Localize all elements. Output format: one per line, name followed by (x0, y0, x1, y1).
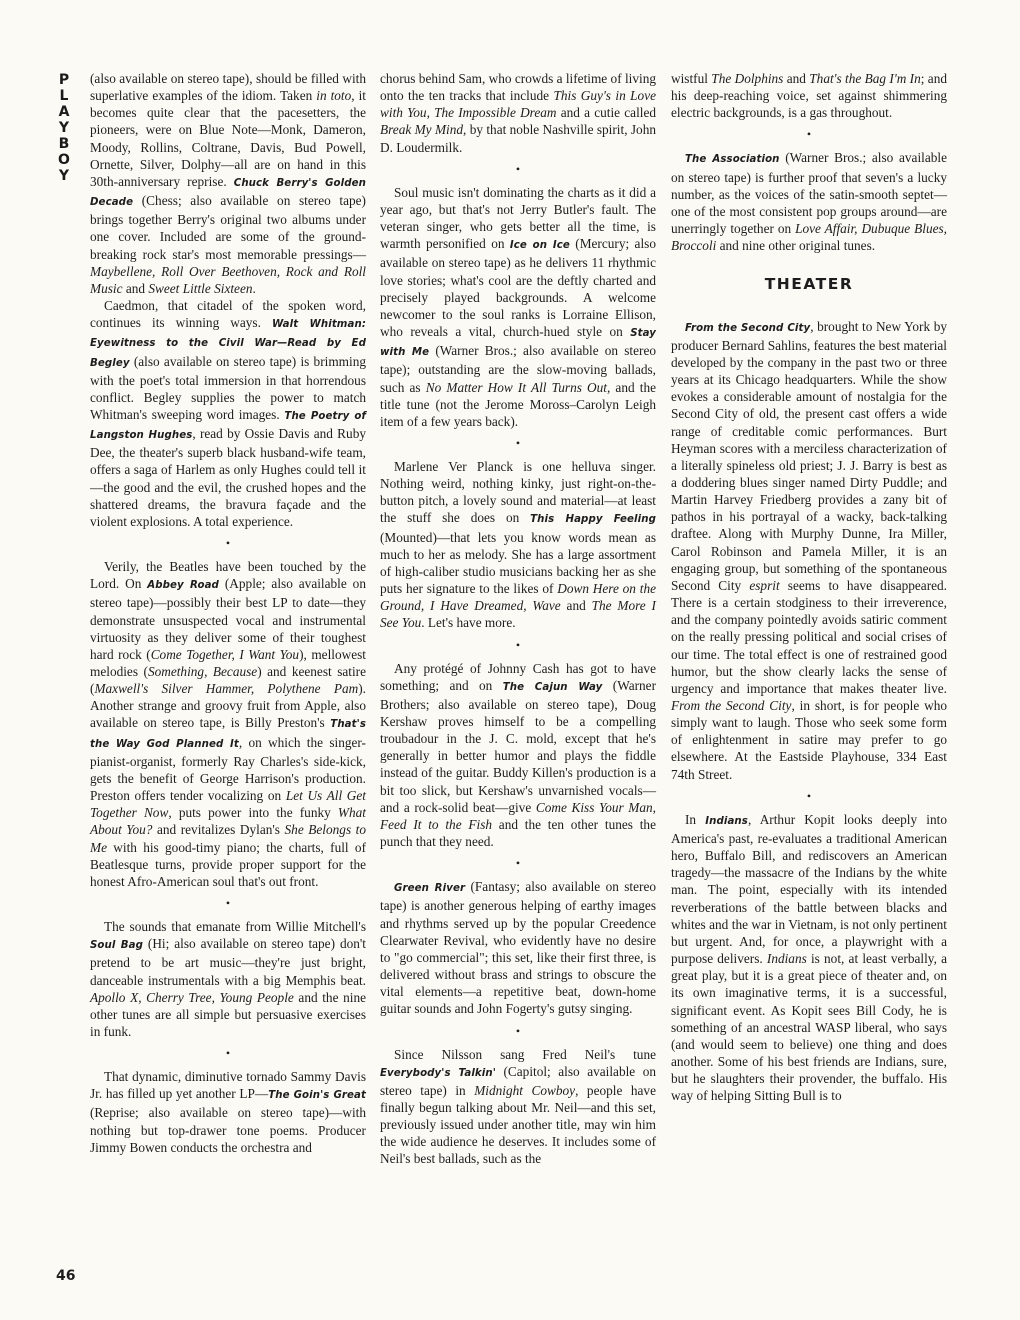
text-run: Caedmon, that citadel of the spoken word, continues its winning ways. (90, 298, 366, 331)
text-run: (Mercury; also available on stereo tape) as he delivers 11 rhythmic love stories; what's cool are the deftly charted and precisely played backgrounds. A welcome newcomer to the soul ranks is Lorraine Ellison, who reveals a vital, church-hued style on (380, 236, 656, 340)
show-title-italic: Indians (766, 951, 807, 967)
text-run: , Arthur Kopit looks deeply into America's past, re-evaluates a traditional American hero, Buffalo Bill, and rediscovers an American tragedy—the massacre of the Indians by the white man. The point, especially with its intended reverberations of the battle between blacks and whites and the war in Vietnam, is not only pertinent but urgent. And, for once, a playwright with a purpose delivers. (671, 811, 947, 967)
text-run: and (122, 280, 149, 296)
album-title: That's the Way God Planned It (90, 719, 366, 750)
text-run: That dynamic, diminutive tornado Sammy Davis Jr. has filled up yet another LP— (90, 1069, 366, 1102)
running-title-letter: B (58, 136, 70, 152)
column-1 (90, 70, 366, 1156)
text-run: Since Nilsson sang Fred Neil's tune (394, 1046, 656, 1062)
text-run: , puts power into the funky (168, 805, 338, 821)
paragraph (90, 918, 366, 1040)
italic-text: in toto (316, 88, 352, 104)
text-run: . Let's have more. (421, 615, 516, 631)
text-run: (Warner Bros.; also available on stereo tape); outstanding are the slow-moving ballads, such as (380, 343, 656, 395)
section-heading: THEATER (764, 275, 854, 294)
text-run: (Reprise; also available on stereo tape)—with nothing but top-drawer tone poems. Producer Jimmy Bowen conducts the orchestra and (90, 1105, 366, 1155)
text-run: , people have finally begun talking about Mr. Neil—and this set, previously issued under another title, may win him the wide audience he deserves. It includes some of Neil's best ballads, such as the (380, 1082, 656, 1167)
paragraph (671, 149, 947, 254)
paragraph (90, 558, 366, 890)
album-title: The Poetry of Langston Hughes (90, 410, 366, 442)
song-titles: Apollo X, Cherry Tree, Young People (90, 989, 294, 1005)
section-bullet: • (515, 435, 521, 450)
paragraph (380, 70, 656, 156)
text-run: (Warner Bros.; also available on stereo tape) is further proof that seven's a lucky number, as the voices of the satin-smooth septet—one of the most consistent pop groups around—are unerringly together on (671, 150, 947, 237)
paragraph (380, 458, 656, 632)
running-title-letter: L (59, 88, 69, 104)
song-titles: Something, Because (147, 664, 258, 679)
song-titles: No Matter How It All Turns Out (425, 379, 607, 395)
section-bullet: • (806, 127, 812, 142)
album-title: Ice on Ice (509, 240, 570, 252)
page-number: 46 (56, 1268, 76, 1284)
paragraph (380, 184, 656, 430)
song-titles: She Belongs to Me (90, 822, 367, 855)
song-titles: The Dolphins (711, 71, 784, 86)
text-run: and the ten other tunes the punch that they need. (380, 816, 656, 850)
section-bullet: • (225, 536, 231, 551)
section-bullet: • (806, 788, 812, 803)
text-run: and nine other original tunes. (716, 238, 876, 254)
paragraph (671, 811, 947, 1105)
running-title-letter: Y (58, 120, 70, 136)
section-bullet: • (515, 856, 521, 871)
song-titles: The More I See You (380, 598, 656, 631)
text-run: (Fantasy; also available on stereo tape) is another generous helping of earthy images and rhythms served up by the popular Creedence Clearwater Revival, who evidently have no desire to "go commercial"; this set, like their first three, is delivered without brass and strings to obscure the vital elements—a repetitive beat, down-home guitar sounds and John Fogerty's gutsy singing. (380, 879, 657, 1017)
song-titles: Maxwell's Silver Hammer, Polythene Pam (94, 681, 359, 697)
text-run: (Capitol; also available on stereo tape) in (380, 1063, 656, 1098)
text-run: and revitalizes Dylan's (152, 822, 285, 838)
text-run: . (252, 280, 256, 296)
album-title: Stay with Me (380, 328, 656, 359)
text-run: (Mounted)—that lets you know words mean as much to her as melody. She has a large assortment of high-caliber studio musicians backing her as she puts her signature to the likes of (380, 529, 656, 597)
text-run: wistful (671, 71, 712, 86)
paragraph (90, 70, 366, 297)
show-title: From the Second City (685, 322, 811, 334)
text-run: and the nine other tunes are all simple but persuasive exercises in funk. (90, 989, 366, 1039)
text-run: , on which the singer-pianist-organist, formerly Ray Charles's side-kick, gets the benefit of George Harrison's production. Preston offers tender vocalizing on (90, 734, 366, 804)
text-run: with his good-timy piano; the charts, full of Beatlesque turns, provide proper support for the honest Afro-American soul that's out front. (90, 839, 366, 889)
paragraph (90, 1068, 366, 1156)
album-title: The Association (685, 154, 780, 166)
text-run: and a cutie called (556, 105, 657, 121)
song-titles: Down Here on the Ground, I Have Dreamed, Wave (380, 581, 656, 614)
text-run: ). Another strange and groovy fruit from Apple, also available on stereo tape, is Billy Preston's (90, 681, 366, 731)
text-run: (also available on stereo tape), should be filled with superlative examples of the idiom. Taken (90, 71, 366, 104)
album-title: Abbey Road (147, 580, 219, 592)
text-run: seems to have disappeared. There is a certain stodginess to their irreverence, and the company pointedly avoids satiric comment on the really pressing political and social crises of our time. The total effect is one of restrained good humor, but the show clearly lacks the sense of urgency and importance that makes theater live. (671, 577, 948, 696)
text-run: (Apple; also available on stereo tape)—possibly their best LP to date—they demonstrate unsuspected vocal and instrumental virtuosity as they deliver some of their toughest hard rock ( (90, 576, 366, 662)
song-titles: Break My Mind (380, 122, 464, 138)
paragraph (380, 878, 656, 1017)
text-run: The sounds that emanate from Willie Mitchell's (104, 919, 366, 935)
song-titles: Sweet Little Sixteen (148, 280, 253, 296)
text-run: Soul music isn't dominating the charts as it did a year ago, but that's not Jerry Butler's fault. The veteran singer, who gets better all the time, is warmth personified on (380, 184, 656, 252)
text-run: , by that noble Nashville spirit, John D. Loudermilk. (380, 122, 656, 155)
text-run: ; and his deep-reaching voice, set against shimmering electric backgrounds, is a gas throughout. (671, 71, 947, 121)
paragraph (671, 318, 947, 783)
running-title (56, 72, 72, 184)
text-run: , in short, is for people who simply want to laugh. Those who seek some form of enlightenment in satire may prefer to go elsewhere. At the Eastside Playhouse, 334 East 74th Street. (671, 698, 947, 782)
text-run: ) and keenest satire ( (90, 664, 366, 697)
text-run: , and the title tune (not the Jerome Moross–Carolyn Leigh item of a few years back). (380, 379, 656, 429)
album-title: Walt Whitman: Eyewitness to the Civil War—Read by Ed Begley (90, 319, 367, 369)
text-run: and (560, 598, 592, 614)
column-2 (380, 70, 656, 1168)
album-title: The Cajun Way (502, 681, 603, 693)
album-title: The Goin's Great (268, 1090, 366, 1102)
song-titles: Come Together, I Want You (150, 646, 300, 662)
section-bullet: • (515, 637, 521, 652)
running-title-letter: O (58, 152, 70, 168)
text-run: (Chess; also available on stereo tape) brings together Berry's original two albums under one cover. Included are some of the ground-breaking rock star's most memorable pressings— (90, 193, 366, 262)
show-title-italic: From the Second City (671, 698, 792, 713)
running-title-letter: P (58, 72, 70, 88)
paragraph (671, 70, 947, 121)
song-titles: Midnight Cowboy (474, 1082, 576, 1098)
text-run: is not, at least verbally, a great play, but it is a great piece of theater and, on its own imaginative terms, it is a successful, significant event. As Kopit sees Bill Cody, he is something of an ancestral WASP liberal, who says (and would seem to believe) one thing and does another. Some of his best friends are Indians, sure, but he slaughters their provender, the buffalo. His way of helping Sitting Bull is to (671, 951, 947, 1104)
text-run: (also available on stereo tape) is brimming with the poet's total immersion in that horrendous conflict. Begley supplies the power to match Whitman's sweeping word images. (90, 353, 366, 422)
paragraph (380, 660, 656, 851)
text-run: and (783, 71, 810, 86)
text-run: Verily, the Beatles have been touched by the Lord. On (90, 559, 366, 592)
album-title: Everybody's Talkin' (380, 1067, 496, 1079)
album-title: Green River (394, 883, 466, 895)
paragraph (90, 297, 366, 530)
album-title: Chuck Berry's Golden Decade (90, 177, 366, 209)
album-title: This Happy Feeling (530, 514, 656, 526)
album-title: Soul Bag (90, 940, 143, 952)
text-run: , brought to New York by producer Bernard Sahlins, features the best material developed by the company in the past two or three years at its Chicago headquarters. While the show evokes a considerable amount of nostalgia for the Second City of old, the present cast offers a wide range of creditable comic performances. Burt Heyman scores with a merciless characterization of a literally spineless old priest; J. J. Barry is best as a doddering blues singer named Dirty Puddle; and Martin Harvey Friedberg provides a zany bit of pathos in his portrayal of a wacky, back-talking draftee. Along with Murphy Dunne, Ira Miller, Carol Robinson and Pamela Miller, it is an engaging group, but something of the spontaneous Second City (671, 318, 947, 593)
section-bullet: • (225, 896, 231, 911)
column-3 (671, 70, 947, 1104)
text-run: chorus behind Sam, who crowds a lifetime of living onto the ten tracks that include (380, 71, 656, 104)
section-bullet: • (225, 1046, 231, 1061)
song-titles: Maybellene, Roll Over Beethoven, Rock and Roll Music (90, 263, 366, 296)
section-bullet: • (515, 161, 521, 176)
song-titles: This Guy's in Love with You, The Impossible Dream (380, 88, 656, 121)
text-run: , it becomes quite clear that the pacesetters, the pioneers, were on Blue Note—Monk, Dameron, Moody, Rollins, Coltrane, Davis, Bud Powell, Ornette, Silver, Dolphy—all are on hand in this 30th-anniversary reprise. (90, 88, 366, 189)
text-run: In (685, 811, 706, 827)
song-titles: What About You? (90, 805, 366, 838)
text-run: , read by Ossie Davis and Ruby Dee, the theater's superb black husband-wife team, offers a saga of Harlem as only Hughes could tell it—the good and the evil, the crushed hopes and the shattered dreams, the bravura façade and the violent explosions. A total experience. (90, 426, 366, 529)
song-titles: Love Affair, Dubuque Blues, Broccoli (671, 221, 947, 254)
text-run: (Warner Brothers; also available on stereo tape), Doug Kershaw proves himself to be a compelling troubadour in the J. C. mold, except that he's generally in better humor and plays the fiddle instead of the guitar. Buddy Killen's production is a bit too slick, but Kershaw's unvarnished vocals—and a rock-solid beat—give (380, 677, 656, 815)
section-bullet: • (515, 1023, 521, 1038)
song-titles: Come Kiss Your Man, Feed It to the Fish (380, 799, 656, 832)
paragraph (380, 1046, 656, 1168)
running-title-letter: Y (58, 168, 70, 184)
italic-text: esprit (749, 577, 780, 593)
text-run: Marlene Ver Planck is one helluva singer. Nothing weird, nothing kinky, just right-on-the-button pitch, a lovely sound and material—at least the stuff she does on (380, 458, 656, 526)
song-titles: That's the Bag I'm In (809, 71, 921, 86)
song-titles: Let Us All Get Together Now (90, 788, 366, 821)
text-run: ), mellowest melodies ( (90, 646, 366, 679)
text-run: Any protégé of Johnny Cash has got to have something; and on (380, 660, 656, 693)
running-title-letter: A (58, 104, 70, 120)
show-title: Indians (705, 815, 748, 827)
text-run: (Hi; also available on stereo tape) don't pretend to be art music—they're just bright, danceable instrumentals with a big Memphis beat. (90, 936, 366, 988)
